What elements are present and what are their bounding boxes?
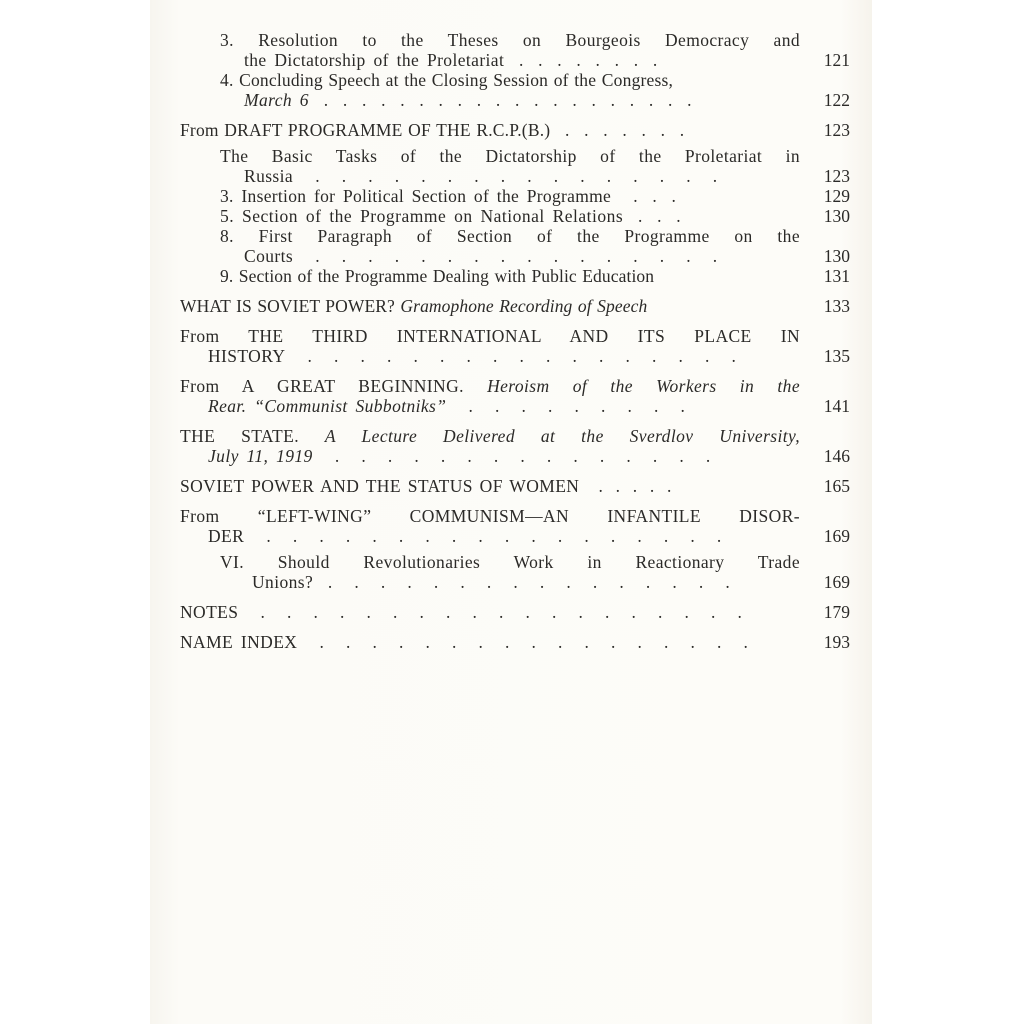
toc-entry xyxy=(180,70,850,110)
toc-entry-line: 9. Section of the Programme Dealing with Public Education xyxy=(220,266,655,286)
toc-page-number: 165 xyxy=(823,476,850,496)
toc-entry-line-with-leader xyxy=(180,396,800,416)
toc-entry-line: NOTES xyxy=(180,602,239,622)
toc-page-number: 193 xyxy=(823,632,850,652)
toc-page-number: 130 xyxy=(823,246,850,266)
toc-entry xyxy=(180,632,850,652)
toc-entry-italic: July 11, 1919 xyxy=(208,446,313,466)
toc-page-number: 129 xyxy=(823,186,850,206)
toc-entry-line: From “LEFT-WING” COMMUNISM—AN INFANTILE DISOR- xyxy=(180,506,800,526)
dot-leader: . . . . . . . . . . . . . . . . xyxy=(293,166,718,186)
toc-entry-italic: Rear. “Communist Subbotniks” xyxy=(208,396,447,416)
toc-entry xyxy=(180,226,850,266)
toc-entry xyxy=(180,426,850,466)
toc-entry xyxy=(180,476,850,496)
toc-page-number: 169 xyxy=(823,572,850,592)
dot-leader: . . . . . . . . . . . . . . . . . . xyxy=(244,526,722,546)
toc-entry-line: From A GREAT BEGINNING. xyxy=(180,376,464,396)
toc-entry-line: 8. First Paragraph of Section of the Programme on the xyxy=(220,226,800,246)
toc-entry-line: Courts xyxy=(244,246,294,266)
toc-page-number: 179 xyxy=(823,602,850,622)
toc-entry xyxy=(180,30,850,70)
toc-entry-line-with-leader xyxy=(180,632,800,652)
toc-entry-line: THE STATE. xyxy=(180,426,299,446)
table-of-contents xyxy=(180,30,850,652)
dot-leader: . . . . . . . . . . . . . . . . xyxy=(313,572,730,592)
toc-entry-line: From DRAFT PROGRAMME OF THE R.C.P.(B.) xyxy=(180,120,551,140)
dot-leader: . . . . . . . . . . . . . . . xyxy=(312,446,711,466)
toc-entry-italic: A Lecture Delivered at the Sverdlov University, xyxy=(324,426,800,446)
toc-entry xyxy=(180,506,850,546)
toc-entry-line: 3. Resolution to the Theses on Bourgeois Democracy and xyxy=(220,30,800,50)
toc-entry-line: the Dictatorship of the Proletariat xyxy=(244,50,505,70)
toc-entry-line-with-leader xyxy=(220,572,800,592)
dot-leader: . . . . . . . . xyxy=(504,50,658,70)
toc-page-number: 130 xyxy=(823,206,850,226)
toc-entry-line: WHAT IS SOVIET POWER? xyxy=(180,296,395,316)
toc-entry-line: 5. Section of the Programme on National Relations xyxy=(220,206,624,226)
toc-entry-line-justified xyxy=(180,376,800,396)
dot-leader: . . . . . . . . . . . . . . . . . xyxy=(297,632,748,652)
toc-entry-line-with-leader xyxy=(220,50,800,70)
toc-entry-line: Russia xyxy=(244,166,294,186)
toc-entry xyxy=(180,552,850,592)
toc-page-number: 133 xyxy=(823,296,850,316)
toc-entry-line: 4. Concluding Speech at the Closing Session of the Congress, xyxy=(220,70,674,90)
toc-page-number: 135 xyxy=(823,346,850,366)
toc-entry-line-with-leader xyxy=(180,296,800,316)
toc-entry-line: Unions? xyxy=(252,572,314,592)
toc-entry-line-with-leader xyxy=(220,186,800,206)
toc-page-number: 123 xyxy=(823,120,850,140)
toc-entry xyxy=(180,120,850,140)
toc-entry xyxy=(180,602,850,622)
toc-entry-line-with-leader xyxy=(180,346,800,366)
toc-entry-italic: Heroism of the Workers in the xyxy=(487,376,800,396)
toc-entry-line: NAME INDEX xyxy=(180,632,298,652)
dot-leader: . . . . . . . . . . . . . . . . . xyxy=(285,346,736,366)
toc-entry xyxy=(180,296,850,316)
toc-page-number: 146 xyxy=(823,446,850,466)
toc-entry xyxy=(180,146,850,186)
dot-leader: . . . . . . . . . . . . . . . . . . . . xyxy=(308,90,692,110)
toc-page-number: 131 xyxy=(823,266,850,286)
toc-page-number: 121 xyxy=(823,50,850,70)
dot-leader: . . . . . . . . . xyxy=(446,396,685,416)
toc-entry-line: VI. Should Revolutionaries Work in Reactionary Trade xyxy=(220,552,800,572)
toc-entry-line: DER xyxy=(208,526,245,546)
toc-entry-italic: Gramophone Recording of Speech xyxy=(400,296,648,316)
toc-entry-line-with-leader xyxy=(180,526,800,546)
dot-leader: . . . . . . . xyxy=(550,120,685,140)
toc-entry-line-with-leader xyxy=(220,166,800,186)
toc-entry-line: SOVIET POWER AND THE STATUS OF WOMEN xyxy=(180,476,580,496)
toc-entry-line-with-leader xyxy=(220,90,800,110)
toc-page-number: 169 xyxy=(823,526,850,546)
dot-leader: . . . . . xyxy=(579,476,672,496)
dot-leader: . . . xyxy=(611,186,676,206)
dot-leader: . . . . . . . . . . . . . . . . xyxy=(293,246,718,266)
toc-entry xyxy=(180,206,850,226)
dot-leader: . . . xyxy=(623,206,681,226)
toc-entry-line: From THE THIRD INTERNATIONAL AND ITS PLACE IN xyxy=(180,326,800,346)
toc-page-number: 141 xyxy=(823,396,850,416)
toc-entry-line: HISTORY xyxy=(208,346,286,366)
toc-entry-line-justified xyxy=(180,426,800,446)
toc-entry xyxy=(180,376,850,416)
toc-entry-italic: March 6 xyxy=(244,90,309,110)
toc-entry-line-with-leader xyxy=(180,120,800,140)
toc-entry-line-with-leader xyxy=(180,446,800,466)
toc-entry-line-with-leader xyxy=(220,206,800,226)
toc-entry-line-with-leader xyxy=(220,246,800,266)
toc-page-number: 122 xyxy=(823,90,850,110)
toc-entry xyxy=(180,186,850,206)
dot-leader: . . . . . . . . . . . . . . . . . . . xyxy=(238,602,742,622)
toc-entry xyxy=(180,326,850,366)
toc-entry-line: The Basic Tasks of the Dictatorship of the Proletariat in xyxy=(220,146,800,166)
toc-entry-line: 3. Insertion for Political Section of the Programme xyxy=(220,186,612,206)
toc-entry-line-with-leader xyxy=(180,476,800,496)
toc-entry-line-with-leader xyxy=(180,602,800,622)
toc-page-number: 123 xyxy=(823,166,850,186)
toc-entry xyxy=(180,266,850,286)
